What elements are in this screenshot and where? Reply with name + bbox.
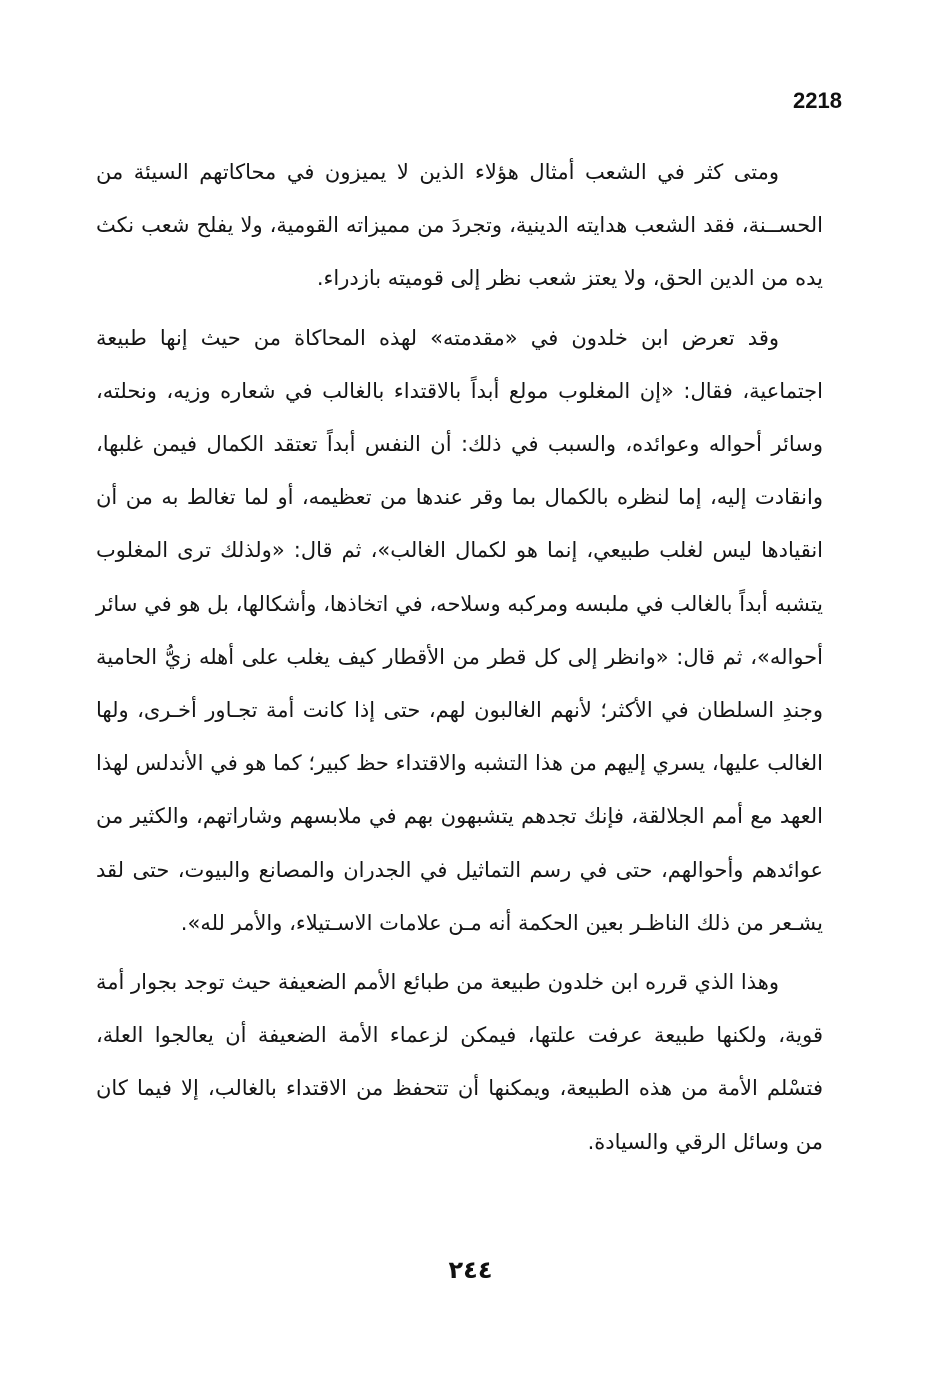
body-text <box>96 146 823 1169</box>
document-id: 2218 <box>793 88 842 113</box>
page-number: ٢٤٤ <box>448 1256 493 1284</box>
paragraph-2: وقد تعرض ابن خلدون في «مقدمته» لهذه المحاكاة من حيث إنها طبيعة اجتماعية، فقال: «إن المغلوب مولع أبداً بالاقتداء بالغالب في شعاره وزيه، ونحلته، وسائر أحواله وعوائده، والسبب في ذلك: أن النفس أبداً تعتقد الكمال فيمن غلبها، وانقادت إليه، إما لنظره بالكمال بما وقر عندها من تعظيمه، أو لما تغالط به من أن انقيادها ليس لغلب طبيعي، إنما هو لكمال الغالب»، ثم قال: «ولذلك ترى المغلوب يتشبه أبداً بالغالب في ملبسه ومركبه وسلاحه، في اتخاذها، وأشكالها، بل هو في سائر أحواله»، ثم قال: «وانظر إلى كل قطر من الأقطار كيف يغلب على أهله زيُّ الحامية وجندِ السلطان في الأكثر؛ لأنهم الغالبون لهم، حتى إذا كانت أمة تجـاور أخـرى، ولها الغالب عليها، يسري إليهم من هذا التشبه والاقتداء حظ كبير؛ كما هو في الأندلس لهذا العهد مع أمم الجلالقة، فإنك تجدهم يتشبهون بهم في ملابسهم وشاراتهم، والكثير من عوائدهم وأحوالهم، حتى في رسم التماثيل في الجدران والمصانع والبيوت، حتى لقد يشـعر من ذلك الناظـر بعين الحكمة أنه مـن علامات الاسـتيلاء، والأمر لله». <box>96 325 823 935</box>
paragraph-1: ومتى كثر في الشعب أمثال هؤلاء الذين لا يميزون في محاكاتهم السيئة من الحســنة، فقد الشعب هدايته الدينية، وتجردَ من مميزاته القومية، ولا يفلح شعب نكث يده من الدين الحق، ولا يعتز شعب نظر إلى قوميته بازدراء. <box>96 160 823 291</box>
paragraph-3: وهذا الذي قرره ابن خلدون طبيعة من طبائع الأمم الضعيفة حيث توجد بجوار أمة قوية، ولكنها طبيعة عرفت علتها، فيمكن لزعماء الأمة الضعيفة أن يعالجوا العلة، فتسْلم الأمة من هذه الطبيعة، ويمكنها أن تتحفظ من الاقتداء بالغالب، إلا فيما كان من وسائل الرقي والسيادة. <box>95 970 823 1154</box>
